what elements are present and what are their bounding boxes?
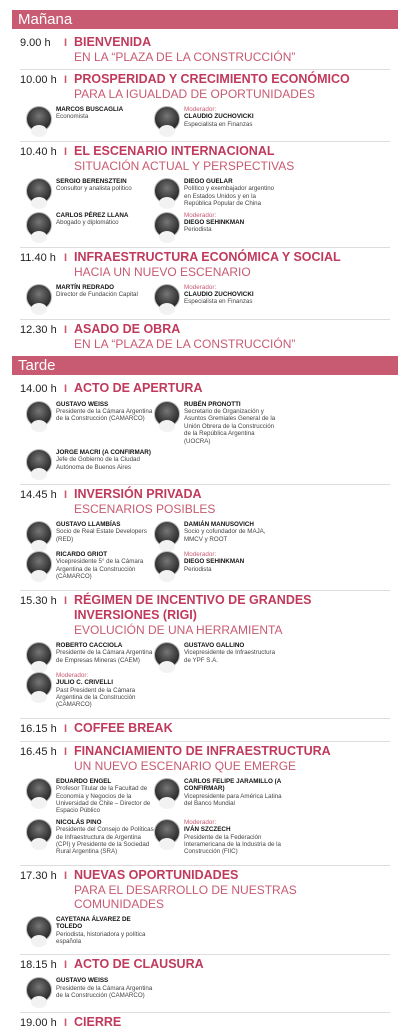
speaker-role: Presidente de la Cámara Argentina de la Construcción (CAMARCO) xyxy=(56,408,153,423)
slot-title: INFRAESTRUCTURA ECONÓMICA Y SOCIAL xyxy=(74,249,341,264)
slot-titles xyxy=(74,144,390,173)
moderator-label: Moderador: xyxy=(56,671,89,679)
speaker-role: Vicepresidente para América Latina del Banco Mundial xyxy=(184,792,282,807)
speaker-card xyxy=(26,642,154,668)
speaker-info xyxy=(184,551,244,573)
speaker-card xyxy=(26,778,154,815)
slot-titles xyxy=(74,721,390,736)
agenda-slot xyxy=(20,248,390,320)
speaker-role: Consultor y analista político xyxy=(56,185,132,193)
separator-bar: I xyxy=(64,74,68,86)
speaker-info xyxy=(184,642,282,664)
speaker-list xyxy=(26,778,390,860)
separator-bar: I xyxy=(64,594,68,607)
speaker-list xyxy=(26,284,390,314)
speaker-info xyxy=(56,449,154,471)
speaker-name: DIEGO SEHINKMAN xyxy=(184,219,245,227)
speaker-info xyxy=(56,977,154,999)
agenda-slot xyxy=(20,742,390,866)
separator-bar: I xyxy=(64,745,68,758)
speaker-card xyxy=(26,178,154,208)
slot-title: CIERRE xyxy=(74,1015,122,1030)
speaker-list xyxy=(26,521,390,585)
speaker-card xyxy=(26,401,154,445)
slot-title: COFFEE BREAK xyxy=(74,720,173,735)
speaker-photo xyxy=(154,178,180,204)
speaker-role: Periodista xyxy=(184,565,212,573)
speaker-card xyxy=(154,401,282,445)
speaker-role: Vicepresidente 5° de la Cámara Argentina de la Construcción (CAMARCO) xyxy=(56,558,144,581)
speaker-list xyxy=(26,916,390,950)
speaker-list xyxy=(26,642,390,713)
speaker-role: Presidente de la Federación Interamericana de la Industria de la Construcción (FIIC) xyxy=(184,833,281,856)
slot-titles xyxy=(74,381,390,396)
speaker-info xyxy=(56,551,154,581)
slot-subtitle: EN LA “PLAZA DE LA CONSTRUCCIÓN” xyxy=(74,336,296,351)
speaker-info xyxy=(56,178,132,193)
slot-subtitle: SITUACIÓN ACTUAL Y PERSPECTIVAS xyxy=(74,159,295,173)
speaker-photo xyxy=(154,106,180,132)
speaker-card xyxy=(26,449,154,475)
speaker-card xyxy=(26,284,154,310)
moderator-label: Moderador: xyxy=(184,818,217,826)
agenda-slot xyxy=(20,955,390,1013)
speaker-info xyxy=(56,642,154,664)
session-block xyxy=(12,33,398,356)
slot-subtitle: HACIA UN NUEVO ESCENARIO xyxy=(74,264,251,279)
agenda-slot xyxy=(20,485,390,591)
speaker-card xyxy=(26,106,154,132)
slot-subtitle: EN LA “PLAZA DE LA CONSTRUCCIÓN” xyxy=(74,50,296,64)
speaker-role: Profesor Titular de la Facultad de Economía y Negocios de la Universidad de Chile – Director de Espacio Público xyxy=(56,785,151,815)
speaker-info xyxy=(184,401,282,445)
slot-time: 10.00 h xyxy=(20,74,57,86)
slot-titles xyxy=(74,487,390,516)
speaker-info xyxy=(184,778,282,808)
slot-time: 9.00 h xyxy=(20,37,51,49)
speaker-name: CAYETANA ÁLVAREZ DE TOLEDO xyxy=(56,915,131,931)
slot-header xyxy=(20,144,390,173)
speaker-card xyxy=(26,916,154,946)
separator-bar: I xyxy=(64,323,68,336)
slot-titles xyxy=(74,593,390,637)
slot-titles xyxy=(74,72,390,101)
speaker-name: GUSTAVO WEISS xyxy=(56,400,109,408)
speaker-info xyxy=(56,106,123,121)
agenda-slot xyxy=(20,33,390,70)
agenda-slot xyxy=(20,719,390,742)
speaker-photo xyxy=(26,778,52,804)
speaker-card xyxy=(154,551,282,581)
speaker-photo xyxy=(26,551,52,577)
speaker-card xyxy=(26,977,154,1003)
moderator-label: Moderador: xyxy=(184,211,217,219)
slot-time: 19.00 h xyxy=(20,1017,57,1030)
speaker-card xyxy=(26,521,154,547)
speaker-photo xyxy=(154,401,180,427)
speaker-photo xyxy=(26,178,52,204)
speaker-info xyxy=(56,916,154,946)
slot-time: 16.15 h xyxy=(20,722,57,735)
speaker-role: Socio y cofundador de MAJA, MMCV y ROOT xyxy=(184,528,266,543)
slot-time: 16.45 h xyxy=(20,745,57,758)
agenda-slot xyxy=(20,320,390,356)
speaker-info xyxy=(184,212,244,234)
slot-titles xyxy=(74,250,390,279)
speaker-role: Abogado y diplomático xyxy=(56,219,119,227)
separator-bar: I xyxy=(64,959,68,972)
slot-header xyxy=(20,593,390,637)
session-block xyxy=(12,379,398,1035)
slot-header xyxy=(20,957,390,972)
speaker-photo xyxy=(26,401,52,427)
slot-title: BIENVENIDA xyxy=(74,35,152,49)
slot-title: PROSPERIDAD Y CRECIMIENTO ECONÓMICO xyxy=(74,72,350,86)
session-band: Mañana xyxy=(12,10,398,29)
speaker-info xyxy=(56,521,154,543)
speaker-card xyxy=(154,212,282,238)
speaker-name: GUSTAVO GALLINO xyxy=(184,641,245,649)
slot-titles xyxy=(74,957,390,972)
speaker-name: MARTÍN REDRADO xyxy=(56,283,115,291)
agenda-slot xyxy=(20,70,390,142)
speaker-photo xyxy=(26,449,52,475)
slot-time: 14.00 h xyxy=(20,382,57,395)
speaker-info xyxy=(56,672,154,709)
speaker-name: CARLOS FELIPE JARAMILLO (A CONFIRMAR) xyxy=(184,777,282,793)
speaker-name: EDUARDO ENGEL xyxy=(56,777,112,785)
speaker-info xyxy=(56,212,128,227)
speaker-role: Vicepresidente de Infraestructura de YPF S.A. xyxy=(184,649,276,664)
agenda-slot xyxy=(20,1013,390,1035)
separator-bar: I xyxy=(64,251,68,264)
speaker-list xyxy=(26,401,390,479)
speaker-role: Político y exembajador argentino en Estados Unidos y en la República Popular de China xyxy=(184,185,275,208)
separator-bar: I xyxy=(64,489,68,502)
slot-time: 14.45 h xyxy=(20,489,57,502)
speaker-card xyxy=(26,551,154,581)
slot-title: RÉGIMEN DE INCENTIVO DE GRANDES INVERSIONES (RIGI) xyxy=(74,592,312,622)
speaker-photo xyxy=(154,642,180,668)
moderator-label: Moderador: xyxy=(184,551,217,559)
speaker-card xyxy=(154,819,282,856)
slot-header xyxy=(20,35,390,64)
speaker-name: CLAUDIO ZUCHOVICKI xyxy=(184,291,254,299)
slot-time: 12.30 h xyxy=(20,323,57,336)
speaker-info xyxy=(184,284,254,306)
speaker-name: DIEGO GUELAR xyxy=(184,178,233,185)
slot-subtitle: ESCENARIOS POSIBLES xyxy=(74,502,216,517)
speaker-card xyxy=(154,521,282,547)
session-band: Tarde xyxy=(12,356,398,375)
speaker-photo xyxy=(26,977,52,1003)
slot-header xyxy=(20,381,390,396)
slot-title: INVERSIÓN PRIVADA xyxy=(74,487,202,502)
speaker-role: Periodista xyxy=(184,226,212,234)
slot-titles xyxy=(74,744,390,773)
speaker-role: Economista xyxy=(56,113,89,121)
slot-title: ASADO DE OBRA xyxy=(74,321,181,336)
speaker-card xyxy=(154,178,282,208)
speaker-role: Presidente del Consejo de Políticas de Infraestructura de Argentina (CPI) y Presidente de la Sociedad Rural Argentina (SRA) xyxy=(56,826,154,856)
slot-title: EL ESCENARIO INTERNACIONAL xyxy=(74,144,275,158)
separator-bar: I xyxy=(64,382,68,395)
speaker-info xyxy=(184,106,254,128)
speaker-card xyxy=(154,284,282,310)
speaker-role: Presidente de la Cámara Argentina de Empresas Mineras (CAEM) xyxy=(56,649,153,664)
slot-title: FINANCIAMIENTO DE INFRAESTRUCTURA xyxy=(74,743,331,758)
speaker-photo xyxy=(26,212,52,238)
speaker-list xyxy=(26,977,390,1007)
slot-header xyxy=(20,868,390,911)
slot-subtitle: PARA LA IGUALDAD DE OPORTUNIDADES xyxy=(74,87,315,101)
speaker-photo xyxy=(26,521,52,547)
speaker-name: RICARDO GRIOT xyxy=(56,551,108,559)
speaker-name: RUBÉN PRONOTTI xyxy=(184,400,241,408)
speaker-card xyxy=(154,778,282,815)
slot-titles xyxy=(74,1015,390,1030)
speaker-role: Secretario de Organización y Asuntos Gremiales General de la Unión Obrera de la Construcción de la República Argentina (UOCRA) xyxy=(184,408,276,445)
speaker-card xyxy=(26,672,154,709)
speaker-name: DAMIÁN MANUSOVICH xyxy=(184,521,254,529)
slot-subtitle: UN NUEVO ESCENARIO QUE EMERGE xyxy=(74,758,297,773)
speaker-name: IVÁN SZCZECH xyxy=(184,826,231,834)
speaker-name: SERGIO BERENSZTEIN xyxy=(56,178,127,185)
speaker-photo xyxy=(154,284,180,310)
agenda-slot xyxy=(20,866,390,956)
speaker-card xyxy=(154,106,282,132)
speaker-name: ROBERTO CACCIOLA xyxy=(56,641,123,649)
slot-header xyxy=(20,322,390,351)
slot-titles xyxy=(74,868,390,911)
slot-title: ACTO DE CLAUSURA xyxy=(74,957,204,972)
separator-bar: I xyxy=(64,37,68,49)
speaker-role: Socio de Real Estate Developers (RED) xyxy=(56,528,147,543)
speaker-name: JULIO C. CRIVELLI xyxy=(56,679,114,687)
speaker-photo xyxy=(26,672,52,698)
speaker-role: Especialista en Finanzas xyxy=(184,298,253,306)
agenda-slot xyxy=(20,591,390,719)
moderator-label: Moderador: xyxy=(184,106,217,113)
speaker-info xyxy=(56,284,138,299)
slot-time: 11.40 h xyxy=(20,251,56,264)
speaker-role: Director de Fundación Capital xyxy=(56,291,138,299)
speaker-photo xyxy=(26,916,52,942)
speaker-info xyxy=(184,178,282,208)
speaker-photo xyxy=(154,551,180,577)
separator-bar: I xyxy=(64,1017,68,1030)
slot-time: 10.40 h xyxy=(20,146,57,158)
speaker-card xyxy=(26,819,154,856)
slot-time: 15.30 h xyxy=(20,594,57,607)
agenda-slot xyxy=(20,379,390,485)
speaker-name: CLAUDIO ZUCHOVICKI xyxy=(184,113,254,121)
slot-title: NUEVAS OPORTUNIDADES xyxy=(74,867,239,882)
slot-time: 17.30 h xyxy=(20,869,57,882)
speaker-name: GUSTAVO LLAMBÍAS xyxy=(56,521,121,529)
speaker-name: GUSTAVO WEISS xyxy=(56,977,109,985)
speaker-info xyxy=(56,401,154,423)
speaker-list xyxy=(26,106,390,136)
speaker-card xyxy=(26,212,154,238)
speaker-card xyxy=(154,642,282,668)
slot-subtitle: EVOLUCIÓN DE UNA HERRAMIENTA xyxy=(74,622,283,637)
slot-titles xyxy=(74,35,390,64)
moderator-label: Moderador: xyxy=(184,283,217,291)
speaker-list xyxy=(26,178,390,242)
speaker-photo xyxy=(26,106,52,132)
slot-header xyxy=(20,1015,390,1030)
speaker-role: Jefe de Gobierno de la Ciudad Autónoma de Buenos Aires xyxy=(56,456,140,471)
slot-titles xyxy=(74,322,390,351)
speaker-name: NICOLÁS PINO xyxy=(56,818,102,826)
speaker-photo xyxy=(154,521,180,547)
speaker-info xyxy=(184,819,282,856)
separator-bar: I xyxy=(64,722,68,735)
speaker-name: CARLOS PÉREZ LLANA xyxy=(56,211,129,219)
slot-subtitle: PARA EL DESARROLLO DE NUESTRAS COMUNIDADES xyxy=(74,882,297,911)
speaker-name: JORGE MACRI (A CONFIRMAR) xyxy=(56,449,151,457)
agenda-slot xyxy=(20,142,390,248)
speaker-role: Past President de la Cámara Argentina de la Construcción (CAMARCO) xyxy=(56,686,136,709)
speaker-photo xyxy=(154,819,180,845)
slot-header xyxy=(20,744,390,773)
slot-header xyxy=(20,72,390,101)
speaker-name: DIEGO SEHINKMAN xyxy=(184,558,245,566)
speaker-photo xyxy=(26,819,52,845)
slot-header xyxy=(20,721,390,736)
speaker-role: Especialista en Finanzas xyxy=(184,120,253,128)
speaker-info xyxy=(184,521,282,543)
speaker-name: MARCOS BUSCAGLIA xyxy=(56,106,124,113)
separator-bar: I xyxy=(64,146,68,158)
slot-header xyxy=(20,487,390,516)
slot-time: 18.15 h xyxy=(20,959,57,972)
speaker-role: Presidente de la Cámara Argentina de la Construcción (CAMARCO) xyxy=(56,984,153,1000)
speaker-photo xyxy=(26,284,52,310)
slot-title: ACTO DE APERTURA xyxy=(74,380,203,395)
speaker-photo xyxy=(154,778,180,804)
speaker-info xyxy=(56,778,154,815)
speaker-info xyxy=(56,819,154,856)
separator-bar: I xyxy=(64,869,68,882)
speaker-photo xyxy=(26,642,52,668)
speaker-photo xyxy=(154,212,180,238)
speaker-role: Periodista, historiadora y política española xyxy=(56,930,146,945)
slot-header xyxy=(20,250,390,279)
